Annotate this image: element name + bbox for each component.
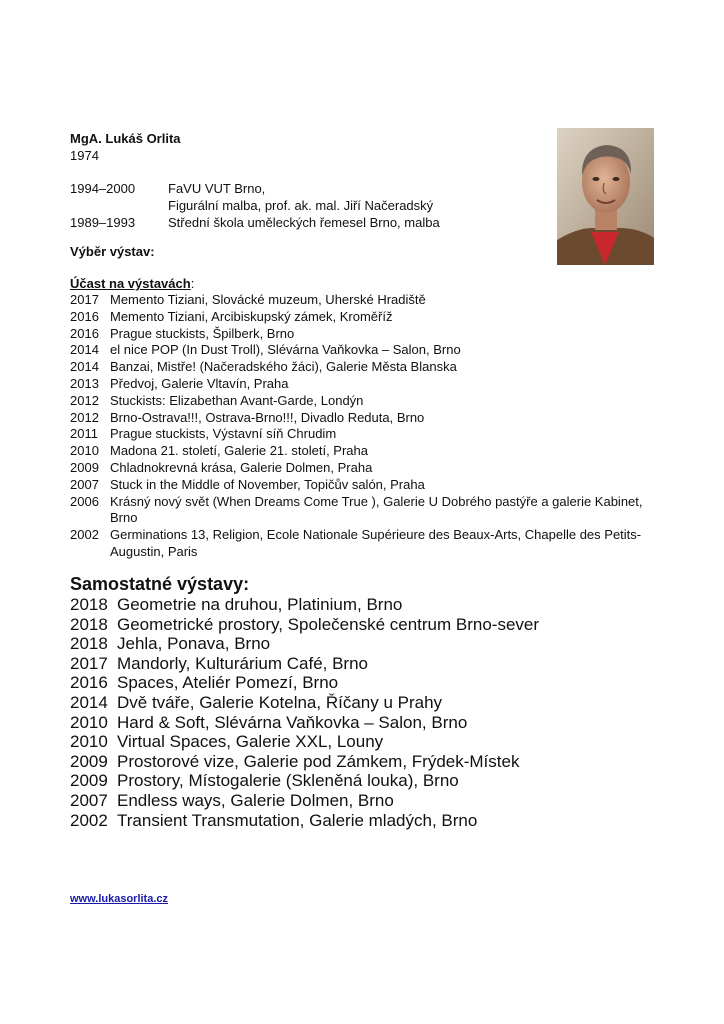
exhibition-text: Brno-Ostrava!!!, Ostrava-Brno!!!, Divadlo Reduta, Brno: [110, 409, 425, 425]
exhibition-row: [70, 326, 670, 343]
exhibition-text: Endless ways, Galerie Dolmen, Brno: [117, 790, 394, 810]
exhibition-row: [70, 634, 680, 654]
exhibition-year: 2017: [70, 653, 108, 673]
person-name: MgA. Lukáš Orlita: [70, 131, 181, 146]
exhibition-text: Madona 21. století, Galerie 21. století, Praha: [110, 443, 368, 459]
exhibition-year: 2009: [70, 459, 99, 475]
exhibition-row: [70, 359, 670, 376]
education-row: [70, 180, 440, 214]
exhibition-text: Germinations 13, Religion, Ecole Nationale Supérieure des Beaux-Arts, Chapelle des Petits-Augustin, Paris: [110, 527, 642, 559]
exhibition-year: 2010: [70, 712, 108, 732]
exhibition-year: 2002: [70, 527, 99, 543]
portrait-photo: [557, 128, 654, 265]
exhibition-year: 2014: [70, 359, 99, 375]
exhibition-row: [70, 309, 670, 326]
exhibition-text: Prostorové vize, Galerie pod Zámkem, Frýdek-Místek: [117, 751, 520, 771]
exhibition-year: 2009: [70, 751, 108, 771]
exhibition-row: [70, 732, 680, 752]
exhibition-row: [70, 811, 680, 831]
exhibition-row: [70, 673, 680, 693]
exhibition-text: Geometrie na druhou, Platinium, Brno: [117, 595, 403, 614]
exhibition-year: 2018: [70, 595, 108, 614]
solo-exhibitions-heading: Samostatné výstavy:: [70, 574, 250, 594]
exhibitions-heading: Výběr výstav:: [70, 244, 155, 259]
group-heading-text: Účast na výstavách: [70, 276, 191, 291]
group-heading-colon: :: [190, 276, 195, 291]
exhibition-text: Geometrické prostory, Společenské centrum Brno-sever: [117, 614, 540, 634]
exhibition-text: Jehla, Ponava, Brno: [117, 634, 271, 654]
education-line: FaVU VUT Brno,: [168, 181, 266, 196]
exhibition-text: Banzai, Mistře! (Načeradského žáci), Galerie Města Blanska: [110, 359, 457, 375]
exhibition-year: 2012: [70, 409, 99, 425]
exhibition-year: 2018: [70, 614, 108, 634]
exhibition-text: Krásný nový svět (When Dreams Come True ), Galerie U Dobrého pastýře a galerie Kabinet, Brno: [110, 493, 643, 526]
exhibition-row: [70, 654, 680, 674]
exhibition-year: 2016: [70, 308, 99, 324]
group-exhibitions-heading: [70, 276, 194, 291]
exhibition-year: 2010: [70, 732, 108, 752]
birth-year: 1974: [70, 148, 99, 163]
education-line: Figurální malba, prof. ak. mal. Jiří Načeradský: [168, 198, 434, 213]
exhibition-text: el nice POP (In Dust Troll), Slévárna Vaňkovka – Salon, Brno: [110, 342, 461, 358]
exhibition-text: Memento Tiziani, Arcibiskupský zámek, Kroměříž: [110, 308, 393, 324]
exhibition-row: [70, 342, 670, 359]
exhibition-row: [70, 426, 670, 443]
exhibition-row: [70, 771, 680, 791]
exhibition-text: Mandorly, Kulturárium Café, Brno: [117, 653, 369, 673]
exhibition-row: [70, 494, 670, 528]
exhibition-text: Memento Tiziani, Slovácké muzeum, Uherské Hradiště: [110, 292, 426, 307]
exhibition-text: Virtual Spaces, Galerie XXL, Louny: [117, 732, 384, 752]
education-years: 1994–2000: [70, 181, 136, 196]
website-link[interactable]: www.lukasorlita.cz: [70, 893, 169, 905]
education-section: [70, 180, 440, 231]
education-row: [70, 214, 440, 231]
exhibition-row: [70, 595, 680, 615]
exhibition-text: Prague stuckists, Výstavní síň Chrudim: [110, 426, 337, 442]
exhibition-year: 2007: [70, 790, 108, 810]
exhibition-year: 2002: [70, 810, 108, 830]
exhibition-text: Spaces, Ateliér Pomezí, Brno: [117, 673, 339, 693]
education-years: 1989–1993: [70, 215, 136, 230]
exhibition-row: [70, 791, 680, 811]
exhibition-text: Chladnokrevná krása, Galerie Dolmen, Praha: [110, 459, 373, 475]
exhibition-text: Stuckists: Elizabethan Avant-Garde, Londýn: [110, 392, 364, 408]
exhibition-row: [70, 713, 680, 733]
exhibition-row: [70, 376, 670, 393]
exhibition-row: [70, 615, 680, 635]
exhibition-text: Prostory, Místogalerie (Skleněná louka), Brno: [117, 771, 459, 791]
exhibition-row: [70, 527, 670, 561]
exhibition-row: [70, 410, 670, 427]
exhibition-row: [70, 460, 670, 477]
exhibition-year: 2007: [70, 476, 99, 492]
solo-exhibitions-list: [70, 595, 680, 830]
exhibition-row: [70, 752, 680, 772]
exhibition-year: 2016: [70, 325, 99, 341]
exhibition-year: 2017: [70, 292, 99, 307]
exhibition-year: 2009: [70, 771, 108, 791]
exhibition-text: Stuck in the Middle of November, Topičův salón, Praha: [110, 476, 425, 492]
exhibition-year: 2014: [70, 692, 108, 712]
exhibition-year: 2006: [70, 493, 99, 509]
group-exhibitions-list: [70, 292, 670, 561]
exhibition-text: Hard & Soft, Slévárna Vaňkovka – Salon, Brno: [117, 712, 468, 732]
education-line: Střední škola uměleckých řemesel Brno, malba: [168, 215, 440, 230]
exhibition-year: 2013: [70, 375, 99, 391]
exhibition-year: 2018: [70, 634, 108, 654]
exhibition-text: Dvě tváře, Galerie Kotelna, Říčany u Prahy: [117, 692, 443, 712]
exhibition-text: Transient Transmutation, Galerie mladých, Brno: [117, 810, 478, 830]
exhibition-year: 2014: [70, 342, 99, 358]
exhibition-year: 2010: [70, 443, 99, 459]
exhibition-text: Prague stuckists, Špilberk, Brno: [110, 325, 295, 341]
exhibition-text: Předvoj, Galerie Vltavín, Praha: [110, 375, 289, 391]
exhibition-year: 2012: [70, 392, 99, 408]
exhibition-row: [70, 393, 670, 410]
exhibition-year: 2016: [70, 673, 108, 693]
exhibition-year: 2011: [70, 426, 98, 442]
exhibition-row: [70, 292, 670, 309]
exhibition-row: [70, 443, 670, 460]
exhibition-row: [70, 693, 680, 713]
exhibition-row: [70, 477, 670, 494]
